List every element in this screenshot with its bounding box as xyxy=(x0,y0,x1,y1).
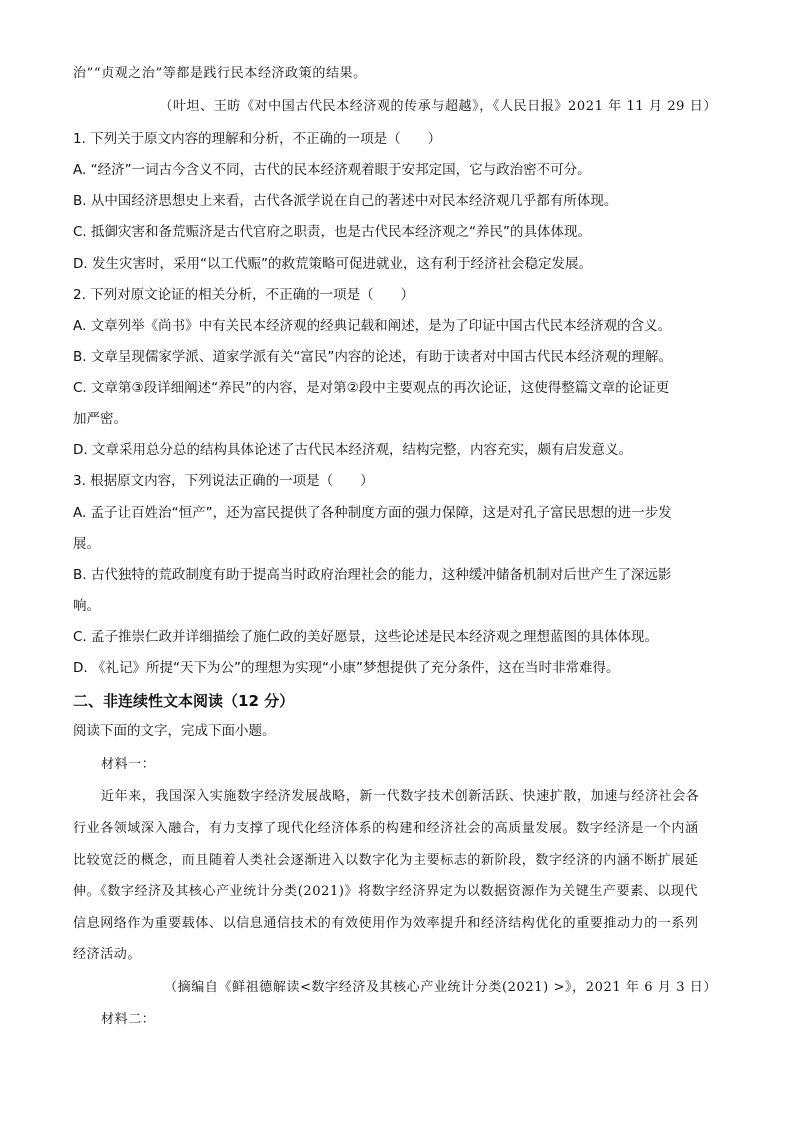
question-2-option-c: C. 文章第③段详细阐述“养民”的内容，是对第②段中主要观点的再次论证，这使得整篇文章的论证更 xyxy=(73,380,670,396)
question-3-option-c: C. 孟子推崇仁政并详细描绘了施仁政的美好愿景，这些论述是民本经济观之理想蓝图的具体体现。 xyxy=(73,629,659,645)
material-1-line-2: 行业各领域深入融合，有力支撑了现代化经济体系的构建和经济社会的高质量发展。数字经济是一个内涵 xyxy=(73,821,699,836)
question-1-option-c: C. 抵御灾害和备荒赈济是古代官府之职责，也是古代民本经济观之“养民”的具体体现。 xyxy=(73,224,591,240)
question-3-option-d: D. 《礼记》所提“天下为公”的理想为实现“小康”梦想提供了充分条件，这在当时非常难得。 xyxy=(73,660,620,676)
question-2-option-d: D. 文章采用总分总的结构具体论述了古代民本经济观，结构完整，内容充实，颇有启发意义。 xyxy=(73,442,632,458)
material-1-source-citation: （摘编自《鲜祖德解读<数字经济及其核心产业统计分类(2021) >》，2021 年 6 月 3 日） xyxy=(164,980,717,995)
material-1-line-1: 近年来，我国深入实施数字经济发展战略，新一代数字技术创新活跃、快速扩散，加速与经济社会各 xyxy=(101,789,700,804)
question-2-option-a: A. 文章列举《尚书》中有关民本经济观的经典记载和阐述，是为了印证中国古代民本经济观的含义。 xyxy=(73,318,672,334)
question-2-stem: 2. 下列对原文论证的相关分析，不正确的一项是（ ） xyxy=(73,287,415,303)
question-3-stem: 3. 根据原文内容，下列说法正确的一项是（ ） xyxy=(73,473,374,489)
question-1-option-d: D. 发生灾害时，采用“以工代赈”的救荒策略可促进就业，这有利于经济社会稳定发展。 xyxy=(73,256,592,272)
material-1-line-4: 伸。《数字经济及其核心产业统计分类(2021)》将数字经济界定为以数据资源作为关键生产要素、以现代 xyxy=(73,884,699,899)
question-1-option-b: B. 从中国经济思想史上来看，古代各派学说在自己的著述中对民本经济观几乎都有所体现。 xyxy=(73,193,618,209)
question-3-option-a-cont: 展。 xyxy=(73,536,100,552)
passage-source-citation: （叶坦、王昉《对中国古代民本经济观的传承与超越》，《人民日报》2021 年 11 月 29 日） xyxy=(159,99,717,114)
section-instruction: 阅读下面的文字，完成下面小题。 xyxy=(73,723,276,739)
material-2-label: 材料二： xyxy=(101,1012,156,1027)
material-1-line-5: 信息网络作为重要载体、以信息通信技术的有效使用作为效率提升和经济结构优化的重要推动力的一系列 xyxy=(73,916,699,931)
material-1-line-6: 经济活动。 xyxy=(73,947,142,962)
question-1-stem: 1. 下列关于原文内容的理解和分析，不正确的一项是（ ） xyxy=(73,131,442,147)
question-2-option-c-cont: 加严密。 xyxy=(73,411,127,427)
material-1-line-3: 比较宽泛的概念，而且随着人类社会逐渐进入以数字化为主要标志的新阶段，数字经济的内涵不断扩展延 xyxy=(73,853,699,868)
question-3-option-b: B. 古代独特的荒政制度有助于提高当时政府治理社会的能力，这种缓冲储备机制对后世产生了深远影 xyxy=(73,567,672,583)
question-3-option-a: A. 孟子让百姓治“恒产”，还为富民提供了各种制度方面的强力保障，这是对孔子富民思想的进一步发 xyxy=(73,505,672,521)
question-1-option-a: A. “经济”一词古今含义不同，古代的民本经济观着眼于安邦定国，它与政治密不可分。 xyxy=(73,162,591,178)
question-2-option-b: B. 文章呈现儒家学派、道家学派有关“富民”内容的论述，有助于读者对中国古代民本经济观的理解。 xyxy=(73,349,672,365)
question-3-option-b-cont: 响。 xyxy=(73,598,100,614)
passage-closing-line: 治”“贞观之治”等都是践行民本经济政策的结果。 xyxy=(73,66,367,81)
material-1-label: 材料一： xyxy=(101,757,156,772)
section-heading: 二、非连续性文本阅读（12 分） xyxy=(73,692,295,710)
